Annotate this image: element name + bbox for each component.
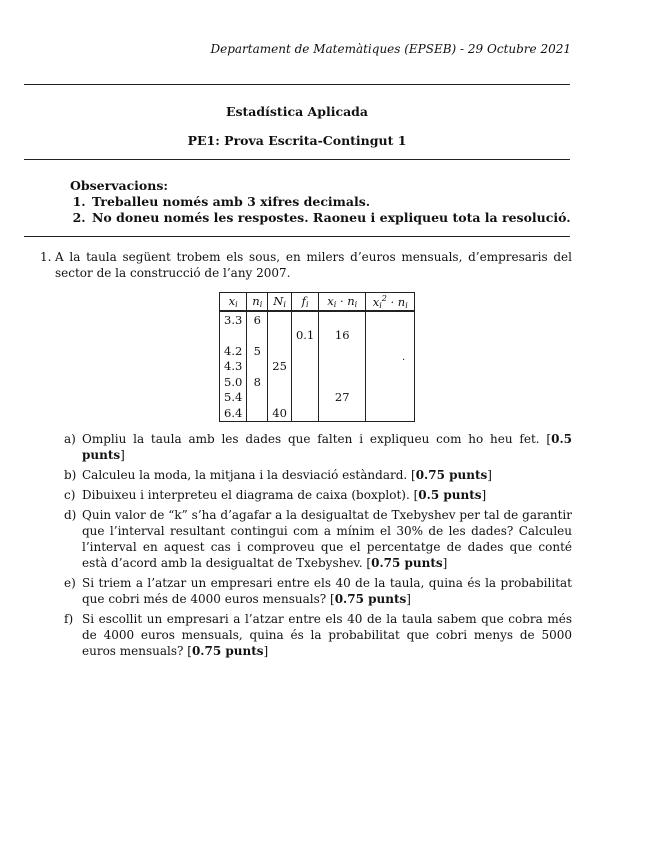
table-cell bbox=[319, 343, 366, 359]
table-cell bbox=[366, 328, 415, 344]
table-cell bbox=[366, 374, 415, 390]
table-cell bbox=[247, 328, 268, 344]
question-intro: A la taula següent trobem els sous, en milers d’euros mensuals, d’empresaris del sector de la construcció de l’any 2007. bbox=[55, 250, 572, 280]
top-divider bbox=[24, 84, 570, 85]
table-cell bbox=[366, 343, 415, 359]
part-points: 0.5 punts bbox=[418, 488, 482, 502]
table-cell bbox=[268, 343, 292, 359]
table-cell: 27 bbox=[319, 390, 366, 406]
part-label: e) bbox=[64, 576, 76, 590]
part-points: 0.5 punts bbox=[82, 432, 572, 462]
table-row bbox=[220, 390, 415, 406]
table-row bbox=[220, 343, 415, 359]
header-fi: $f_i$ bbox=[291, 293, 318, 312]
table-row bbox=[220, 405, 415, 421]
table-cell: 4.3 bbox=[220, 359, 247, 375]
table-cell bbox=[291, 359, 318, 375]
title-divider bbox=[24, 159, 570, 160]
question-number: 1. bbox=[40, 250, 52, 264]
part-text: Calculeu la moda, la mitjana i la desviació estàndard. bbox=[82, 468, 408, 482]
table-cell: 5.4 bbox=[220, 390, 247, 406]
department-date: Departament de Matemàtiques (EPSEB) - 29 Octubre 2021 bbox=[210, 42, 571, 56]
table-row bbox=[220, 374, 415, 390]
header-xi: $x_i$ bbox=[220, 293, 247, 312]
part-label: c) bbox=[64, 488, 76, 502]
part-label: f) bbox=[64, 612, 74, 626]
table-cell bbox=[268, 311, 292, 328]
question-part: e) Si triem a l’atzar un empresari entre els 40 de la taula, quina és la probabilitat que cobri més de 4000 euros mensuals? [0.75 punts] bbox=[64, 576, 572, 606]
observation-item: 1. Treballeu només amb 3 xifres decimals. bbox=[90, 194, 571, 210]
part-text: Dibuixeu i interpreteu el diagrama de caixa (boxplot). bbox=[82, 488, 410, 502]
table-cell: 25 bbox=[268, 359, 292, 375]
part-points: 0.75 punts bbox=[334, 592, 407, 606]
table-row bbox=[220, 359, 415, 375]
question-part: b) Calculeu la moda, la mitjana i la desviació estàndard. [0.75 punts] bbox=[64, 468, 492, 482]
part-label: b) bbox=[64, 468, 77, 482]
table-cell: 6.4 bbox=[220, 405, 247, 421]
header-ni: $n_i$ bbox=[247, 293, 268, 312]
frequency-table bbox=[219, 292, 415, 422]
table-cell: 4.2 bbox=[220, 343, 247, 359]
table-cell: 5 bbox=[247, 343, 268, 359]
table-cell bbox=[366, 311, 415, 328]
table-cell bbox=[291, 343, 318, 359]
table-cell bbox=[291, 374, 318, 390]
observations-title: Observacions: bbox=[70, 178, 169, 193]
table-row bbox=[220, 328, 415, 344]
table-cell bbox=[268, 390, 292, 406]
observations bbox=[70, 178, 571, 226]
course-title: Estadística Aplicada bbox=[225, 104, 369, 119]
observation-item: 2. No doneu només les respostes. Raoneu i expliqueu tota la resolució. bbox=[90, 210, 571, 226]
part-text: Si escollit un empresari a l’atzar entre els 40 de la taula sabem que cobra més de 4000 euros mensuals, quina és la probabilitat que cobri menys de 5000 euros mensuals? bbox=[82, 612, 572, 658]
table-cell bbox=[366, 405, 415, 421]
question-1 bbox=[40, 249, 572, 281]
table-cell bbox=[319, 374, 366, 390]
table-cell bbox=[247, 390, 268, 406]
table-cell bbox=[319, 311, 366, 328]
header-xi2ni: $x_i^2 \cdot n_i$ bbox=[366, 293, 415, 312]
table-cell: 0.1 bbox=[291, 328, 318, 344]
stray-dot: . bbox=[402, 352, 406, 363]
exam-title: PE1: Prova Escrita-Contingut 1 bbox=[187, 133, 407, 148]
table-cell bbox=[247, 405, 268, 421]
table-cell: 8 bbox=[247, 374, 268, 390]
observations-divider bbox=[24, 236, 570, 237]
table-cell bbox=[268, 328, 292, 344]
part-points: 0.75 punts bbox=[371, 556, 443, 570]
question-part: d) Quin valor de “k” s’ha d’agafar a la desigualtat de Txebyshev per tal de garantir que l’interval resultant contingui com a mínim el 30% de les dades? Calculeu l’interval en aquest cas i comproveu que el percentatge de dades que conté està d’acord amb la desigualtat de Txebyshev. [0.75 punts] bbox=[64, 508, 572, 570]
table-cell bbox=[366, 359, 415, 375]
header-Ni: $N_i$ bbox=[268, 293, 292, 312]
part-text: Ompliu la taula amb les dades que falten i expliqueu com ho heu fet. bbox=[82, 432, 540, 446]
part-label: d) bbox=[64, 508, 77, 522]
header-xini: $x_i \cdot n_i$ bbox=[319, 293, 366, 312]
table-cell bbox=[247, 359, 268, 375]
table-cell: 3.3 bbox=[220, 311, 247, 328]
table-cell bbox=[291, 405, 318, 421]
table-row bbox=[220, 311, 415, 328]
part-points: 0.75 punts bbox=[191, 644, 264, 658]
question-part: c) Dibuixeu i interpreteu el diagrama de caixa (boxplot). [0.5 punts] bbox=[64, 488, 487, 502]
table-cell: 5.0 bbox=[220, 374, 247, 390]
part-points: 0.75 punts bbox=[415, 468, 488, 482]
part-text: Si triem a l’atzar un empresari entre els 40 de la taula, quina és la probabilitat que cobri més de 4000 euros mensuals? bbox=[82, 576, 572, 606]
table-cell bbox=[268, 374, 292, 390]
table-cell: 40 bbox=[268, 405, 292, 421]
part-label: a) bbox=[64, 432, 76, 446]
table-cell bbox=[291, 390, 318, 406]
table-cell: 16 bbox=[319, 328, 366, 344]
table-cell bbox=[319, 359, 366, 375]
table-cell bbox=[220, 328, 247, 344]
table-cell bbox=[319, 405, 366, 421]
table-cell bbox=[366, 390, 415, 406]
table-cell bbox=[291, 311, 318, 328]
question-parts bbox=[64, 431, 572, 663]
table-header-row bbox=[220, 293, 415, 312]
part-text: Quin valor de “k” s’ha d’agafar a la desigualtat de Txebyshev per tal de garantir que l’interval resultant contingui com a mínim el 30% de les dades? Calculeu l’interval en aquest cas i comproveu que el percentatge de dades que conté està d’acord amb la desigualtat de Txebyshev. bbox=[82, 508, 572, 570]
question-part: f) Si escollit un empresari a l’atzar entre els 40 de la taula sabem que cobra més de 4000 euros mensuals, quina és la probabilitat que cobri menys de 5000 euros mensuals? [0.75 punts] bbox=[64, 612, 572, 658]
table-cell: 6 bbox=[247, 311, 268, 328]
question-part: a) Ompliu la taula amb les dades que falten i expliqueu com ho heu fet. [0.5 punts] bbox=[64, 432, 572, 462]
